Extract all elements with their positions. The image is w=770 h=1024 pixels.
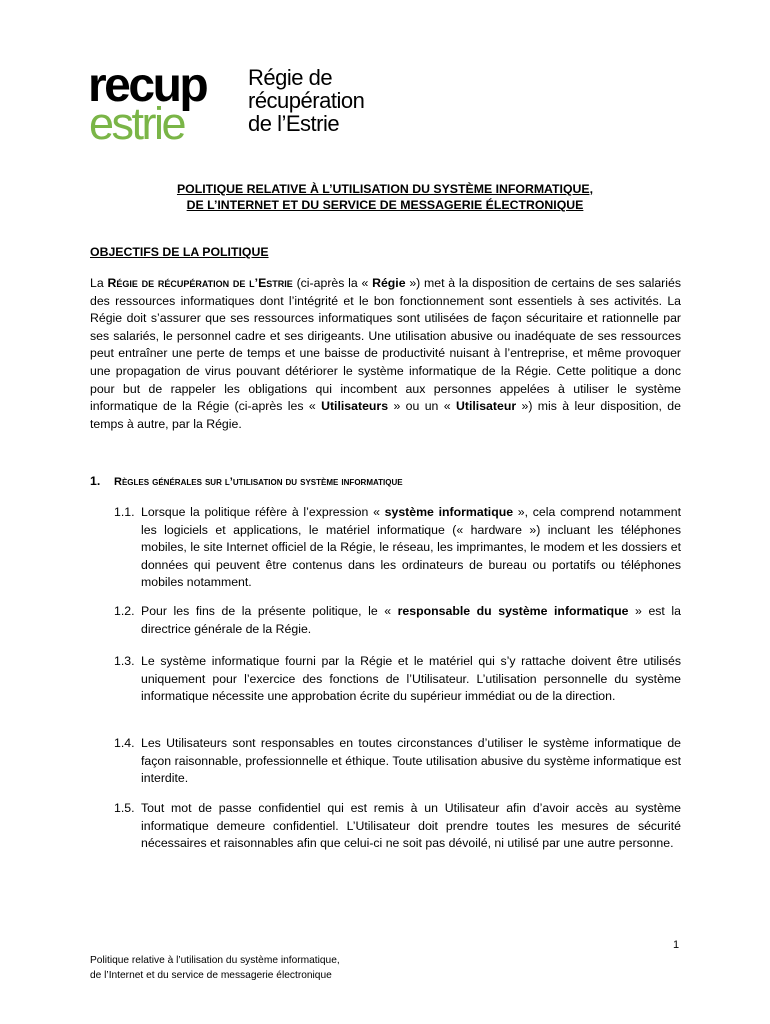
item-text xyxy=(141,800,681,853)
item-number: 1.3. xyxy=(114,654,135,668)
recup-estrie-logo xyxy=(88,59,408,152)
logo-word-estrie: estrie xyxy=(89,98,185,149)
text-run: », cela comprend notamment les logiciels et applications, le matériel informatique (« hardware ») incluant les téléphones mobiles, le site Internet officiel de la Régie, le réseau, les imprimantes, le modem et les dossiers et données qui peuvent être contenus dans les ordinateurs de bureau ou portatifs ou téléphones mobiles notamment. xyxy=(141,505,681,590)
footer-line: Politique relative à l’utilisation du système informatique, xyxy=(90,955,340,966)
page-number: 1 xyxy=(673,939,680,951)
logo-tagline-line: récupération xyxy=(248,88,365,113)
document-title xyxy=(0,181,770,213)
section-1-heading xyxy=(90,474,403,488)
list-item xyxy=(114,735,681,788)
logo-tagline xyxy=(248,66,364,135)
logo-tagline-line: Régie de xyxy=(248,65,333,90)
term-regie: Régie xyxy=(372,276,406,290)
term-utilisateur: Utilisateur xyxy=(455,399,517,414)
item-text xyxy=(141,603,681,638)
item-number: 1.4. xyxy=(114,736,135,750)
objectives-paragraph xyxy=(90,275,681,433)
section-title: Règles générales sur l’utilisation du système informatique xyxy=(114,476,403,488)
item-term: système informatique xyxy=(384,505,514,519)
text-run: Les Utilisateurs sont responsables en toutes circonstances d’utiliser le système informatique de façon raisonnable, professionnelle et éthique. Toute utilisation abusive du système informatique est interdite. xyxy=(141,736,681,786)
item-text xyxy=(141,653,681,706)
list-item xyxy=(114,603,681,638)
title-line: POLITIQUE RELATIVE À L’UTILISATION DU SYSTÈME INFORMATIQUE, xyxy=(176,182,594,196)
text-run: Pour les fins de la présente politique, le « xyxy=(141,604,398,618)
footer-line: de l’Internet et du service de messagerie électronique xyxy=(90,970,332,981)
text-run: La xyxy=(90,276,108,290)
page-footer xyxy=(90,953,340,983)
objectives-heading: OBJECTIFS DE LA POLITIQUE xyxy=(90,245,269,259)
item-text xyxy=(141,504,681,592)
item-number: 1.1. xyxy=(114,505,135,519)
item-number: 1.2. xyxy=(114,604,135,618)
logo-tagline-line: de l’Estrie xyxy=(248,111,340,136)
text-run: (ci-après la « xyxy=(292,276,373,290)
title-line: DE L’INTERNET ET DU SERVICE DE MESSAGERIE ÉLECTRONIQUE xyxy=(186,198,584,212)
list-item xyxy=(114,653,681,706)
text-run: ») met à la disposition de certains de ses salariés des ressources informatiques dont l’intégrité et le bon fonctionnement sont essentiels à ses activités. La Régie doit s’assurer que ses ressources informatiques sont utilisées de façon sécuritaire et rationnelle par ses salariés, le personnel cadre et ses dirigeants. Une utilisation abusive ou inadéquate de ses ressources peut entraîner une perte de temps et une baisse de productivité nuisant à l’entreprise, et même provoquer une propagation de virus pouvant détériorer le système informatique de la Régie. Cette politique a donc pour but de rappeler les obligations qui incombent aux personnes appelées à utiliser le système informatique de la Régie (ci-après les « xyxy=(90,276,681,414)
text-run: » est la directrice générale de la Régie. xyxy=(141,604,681,636)
text-run: Tout mot de passe confidentiel qui est remis à un Utilisateur afin d’avoir accès au système informatique demeure confidentiel. L’Utilisateur doit prendre toutes les mesures de sécurité nécessaires et raisonnables afin que celui-ci ne soit pas dévoilé, ni utilisé par une autre personne. xyxy=(141,801,681,851)
logo-word-recup: recup xyxy=(88,59,207,112)
list-item xyxy=(114,504,681,592)
text-run: Lorsque la politique réfère à l’expression « xyxy=(141,505,385,519)
item-number: 1.5. xyxy=(114,801,135,815)
item-text xyxy=(141,735,681,788)
term-utilisateurs: Utilisateurs xyxy=(321,399,389,414)
section-number: 1. xyxy=(90,474,101,488)
organization-name: Régie de récupération de l’Estrie xyxy=(107,276,293,290)
item-term: responsable du système informatique xyxy=(397,604,629,618)
list-item xyxy=(114,800,681,853)
text-run: Le système informatique fourni par la Régie et le matériel qui s’y rattache doivent être utilisés uniquement pour l’exercice des fonctions de l’Utilisateur. L’utilisation personnelle du système informatique nécessite une approbation écrite du supérieur immédiat ou de la direction. xyxy=(141,654,681,704)
text-run: ») mis à leur disposition, de temps à autre, par la Régie. xyxy=(90,399,681,431)
text-run: » ou un « xyxy=(388,399,456,414)
